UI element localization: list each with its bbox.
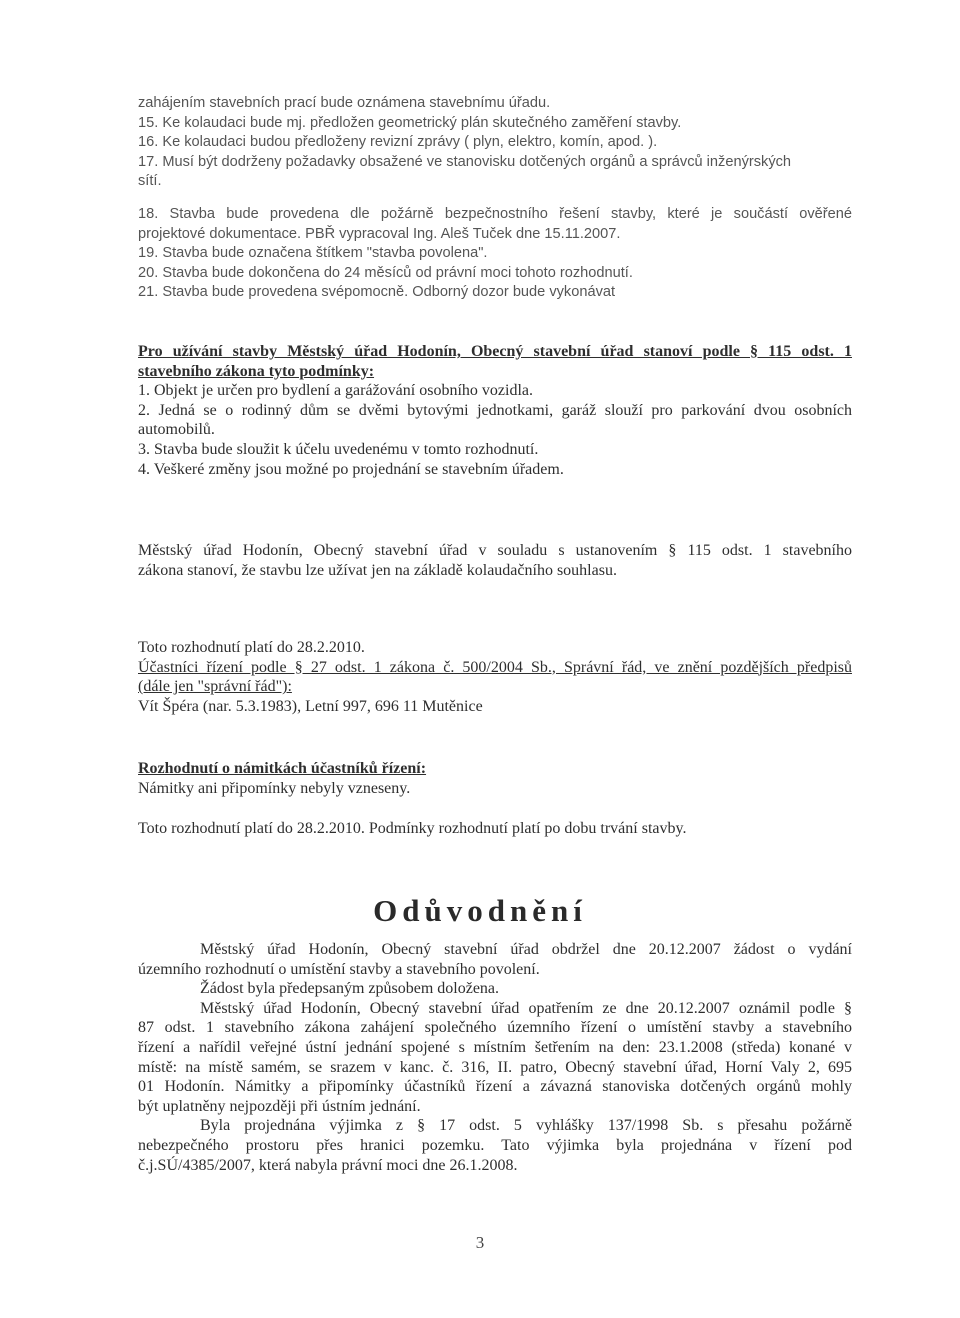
justification-p1-cont: územního rozhodnutí o umístění stavby a stavebního povolení. <box>138 960 540 978</box>
condition-17-cont: sítí. <box>138 173 162 189</box>
usage-heading-cont: stavebního zákona tyto podmínky: <box>138 362 375 380</box>
justification-p3-line-2: 87 odst. 1 stavebního zákona zahájení společného územního řízení o umístění stavby a stavebního <box>138 1019 852 1037</box>
justification-body <box>138 940 852 1175</box>
justification-title: Odůvodnění <box>373 893 587 928</box>
condition-21: 21. Stavba bude provedena svépomocně. Odborný dozor bude vykonávat <box>138 284 616 300</box>
condition-20: 20. Stavba bude dokončena do 24 měsíců od právní moci tohoto rozhodnutí. <box>138 264 633 281</box>
participant-person: Vít Špéra (nar. 5.3.1983), Letní 997, 696 11 Mutěnice <box>138 697 483 715</box>
usage-condition-4: 4. Veškeré změny jsou možné po projednání se stavebním úřadem. <box>138 460 564 478</box>
justification-p3: Městský úřad Hodonín, Obecný stavební úřad opatřením ze dne 20.12.2007 oznámil podle § <box>200 999 852 1017</box>
top-conditions <box>138 94 852 192</box>
participants-heading: Účastníci řízení podle § 27 odst. 1 zákona č. 500/2004 Sb., Správní řád, ve znění pozdějších předpisů <box>138 658 852 676</box>
condition-17: 17. Musí být dodrženy požadavky obsažené ve stanovisku dotčených orgánů a správců inženýrských <box>138 153 792 170</box>
top-conditions-b <box>138 205 852 303</box>
page-number: 3 <box>475 1233 485 1252</box>
usage-condition-2-cont: automobilů. <box>138 421 215 439</box>
condition-continuation: zahájením stavebních prací bude oznámena stavebnímu úřadu. <box>138 95 551 111</box>
validity-text: Toto rozhodnutí platí do 28.2.2010. Podmínky rozhodnutí platí po dobu trvání stavby. <box>138 820 687 837</box>
justification-p4-line-2: nebezpečného prostoru přes hranici pozemku. Tato výjimka byla projednána v řízení pod <box>138 1136 852 1154</box>
justification-p3-line-5: 01 Hodonín. Námitky a připomínky účastníků řízení a závazná stanoviska dotčených orgánů mohly <box>138 1078 852 1096</box>
usage-condition-3: 3. Stavba bude sloužit k účelu uvedenému v tomto rozhodnutí. <box>138 440 539 458</box>
condition-18: 18. Stavba bude provedena dle požárně bezpečnostního řešení stavby, které je součástí ověřené <box>138 206 852 222</box>
objections-text: Námitky ani připomínky nebyly vzneseny. <box>138 779 411 797</box>
justification-p4-line-3: č.j.SÚ/4385/2007, která nabyla právní moci dne 26.1.2008. <box>138 1156 518 1174</box>
condition-18-cont: projektové dokumentace. PBŘ vypracoval Ing. Aleš Tuček dne 15.11.2007. <box>138 225 621 242</box>
objections <box>138 759 852 798</box>
justification-p2: Žádost byla předepsaným způsobem doložena. <box>200 980 500 998</box>
statement-line-2: zákona stanoví, že stavbu lze užívat jen na základě kolaudačního souhlasu. <box>138 561 617 579</box>
usage-heading: Pro užívání stavby Městský úřad Hodonín, Obecný stavební úřad stanoví podle § 115 odst. 1 <box>138 343 852 360</box>
participants-heading-cont: (dále jen "správní řád"): <box>138 678 292 696</box>
statement-line-1: Městský úřad Hodonín, Obecný stavební úřad v souladu s ustanovením § 115 odst. 1 stavebního <box>138 542 852 559</box>
justification-p3-line-4: místě: na místě samém, se srazem v kanc. č. 316, II. patro, Obecný stavební úřad, Horní Valy 2, 695 <box>138 1058 852 1076</box>
validity <box>138 819 852 839</box>
valid-until: Toto rozhodnutí platí do 28.2.2010. <box>138 639 365 656</box>
usage-condition-1: 1. Objekt je určen pro bydlení a garážování osobního vozidla. <box>138 382 533 400</box>
usage-statement <box>138 541 852 580</box>
usage-condition-2: 2. Jedná se o rodinný dům se dvěmi bytovými jednotkami, garáž slouží pro parkování dvou osobních <box>138 401 852 419</box>
justification-p4: Byla projednána výjimka z § 17 odst. 5 vyhlášky 137/1998 Sb. s přesahu požárně <box>200 1117 852 1135</box>
usage-conditions <box>138 342 852 479</box>
condition-19: 19. Stavba bude označena štítkem "stavba povolena". <box>138 245 488 261</box>
justification-p3-line-3: řízení a nařídil veřejné ústní jednání spojené s místním šetřením na den: 23.1.2008 (středa) konané v <box>138 1038 852 1056</box>
condition-15: 15. Ke kolaudaci bude mj. předložen geometrický plán skutečného zaměření stavby. <box>138 114 682 131</box>
condition-16: 16. Ke kolaudaci budou předloženy revizní zprávy ( plyn, elektro, komín, apod. ). <box>138 134 658 150</box>
justification-p3-line-6: být uplatněny nejpozději při ústním jednání. <box>138 1097 421 1115</box>
objections-heading: Rozhodnutí o námitkách účastníků řízení: <box>138 760 427 777</box>
participants <box>138 638 852 716</box>
justification-p1: Městský úřad Hodonín, Obecný stavební úřad obdržel dne 20.12.2007 žádost o vydání <box>200 941 852 958</box>
